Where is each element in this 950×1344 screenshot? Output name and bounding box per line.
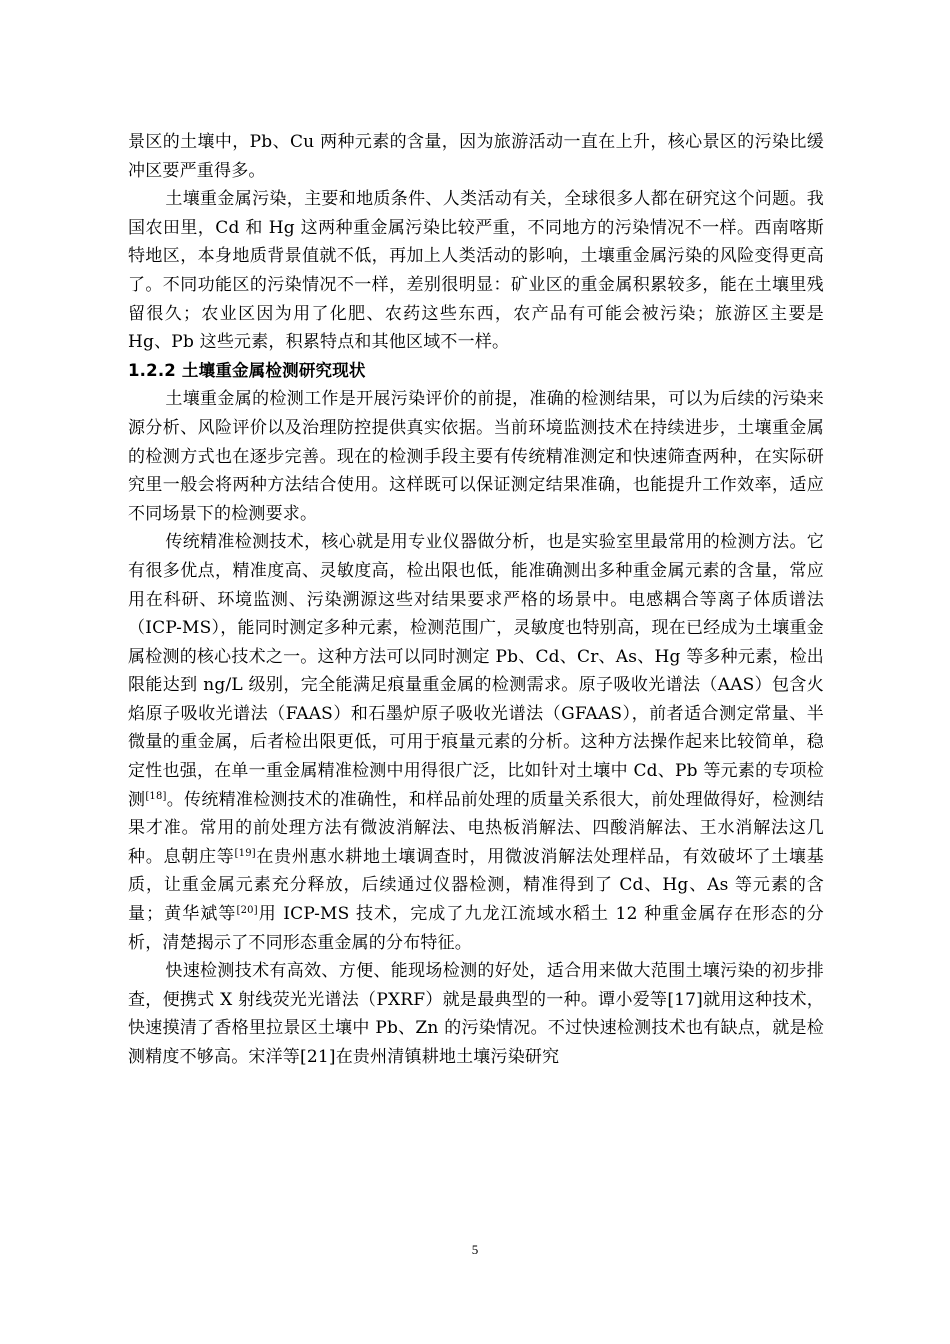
- citation-superscript: [20]: [236, 905, 258, 917]
- page-number: 5: [471, 1242, 479, 1257]
- paragraph-traditional-methods: [128, 528, 824, 957]
- body-text: [128, 128, 824, 1072]
- citation-superscript: [18]: [145, 790, 167, 802]
- paragraph-segment: 用 ICP-MS 技术，完成了九龙江流域水稻土 12 种重金属存在形态的分析，清楚揭示了不同形态重金属的分布特征。: [128, 904, 824, 953]
- paragraph-rapid-methods: 快速检测技术有高效、方便、能现场检测的好处，适合用来做大范围土壤污染的初步排查，便携式 X 射线荧光光谱法（PXRF）就是最典型的一种。谭小爱等[17]就用这种技术，快速摸清了香格里拉景区土壤中 Pb、Zn 的污染情况。不过快速检测技术也有缺点，就是检测精度不够高。宋洋等[21]在贵州清镇耕地土壤污染研究: [128, 961, 824, 1067]
- paragraph-pollution-overview: 土壤重金属污染，主要和地质条件、人类活动有关，全球很多人都在研究这个问题。我国农田里，Cd 和 Hg 这两种重金属污染比较严重，不同地方的污染情况不一样。西南喀斯特地区，本身地质背景值就不低，再加上人类活动的影响，土壤重金属污染的风险变得更高了。不同功能区的污染情况不一样，差别很明显：矿业区的重金属积累较多，能在土壤里残留很久；农业区因为用了化肥、农药这些东西，农产品有可能会被污染；旅游区主要是 Hg、Pb 这些元素，积累特点和其他区域不一样。: [128, 189, 824, 353]
- paragraph-segment: 传统精准检测技术，核心就是用专业仪器做分析，也是实验室里最常用的检测方法。它有很多优点，精准度高、灵敏度高，检出限也低，能准确测出多种重金属元素的含量，常应用在科研、环境监测、污染溯源这些对结果要求严格的场景中。电感耦合等离子体质谱法（ICP-MS），能同时测定多种元素，检测范围广，灵敏度也特别高，现在已经成为土壤重金属检测的核心技术之一。这种方法可以同时测定 Pb、Cd、Cr、As、Hg 等多种元素，检出限能达到 ng/L 级别，完全能满足痕量重金属的检测需求。原子吸收光谱法（AAS）包含火焰原子吸收光谱法（FAAS）和石墨炉原子吸收光谱法（GFAAS），前者适合测定常量、半微量的重金属，后者检出限更低，可用于痕量元素的分析。这种方法操作起来比较简单，稳定性也强，在单一重金属精准检测中用得很广泛，比如针对土壤中 Cd、Pb 等元素的专项检测: [128, 532, 824, 810]
- paragraph-segment: 在贵州惠水耕地土壤调查时，用微波消解法处理样品，有效破坏了土壤基质，让重金属元素充分释放，后续通过仪器检测，精准得到了 Cd、Hg、As 等元素的含量；黄华斌等: [128, 846, 824, 925]
- section-heading: 1.2.2 土壤重金属检测研究现状: [128, 360, 366, 380]
- citation-superscript: [19]: [234, 847, 256, 859]
- paragraph-continued: 景区的土壤中，Pb、Cu 两种元素的含量，因为旅游活动一直在上升，核心景区的污染比缓冲区要严重得多。: [128, 132, 824, 181]
- paragraph-segment: 。传统精准检测技术的准确性，和样品前处理的质量关系很大，前处理做得好，检测结果才准。常用的前处理方法有微波消解法、电热板消解法、四酸消解法、王水消解法这几种。息朝庄等: [128, 789, 824, 867]
- paragraph-detection-intro: 土壤重金属的检测工作是开展污染评价的前提，准确的检测结果，可以为后续的污染来源分析、风险评价以及治理防控提供真实依据。当前环境监测技术在持续进步，土壤重金属的检测方式也在逐步完善。现在的检测手段主要有传统精准测定和快速筛查两种，在实际研究里一般会将两种方法结合使用。这样既可以保证测定结果准确，也能提升工作效率，适应不同场景下的检测要求。: [128, 389, 824, 524]
